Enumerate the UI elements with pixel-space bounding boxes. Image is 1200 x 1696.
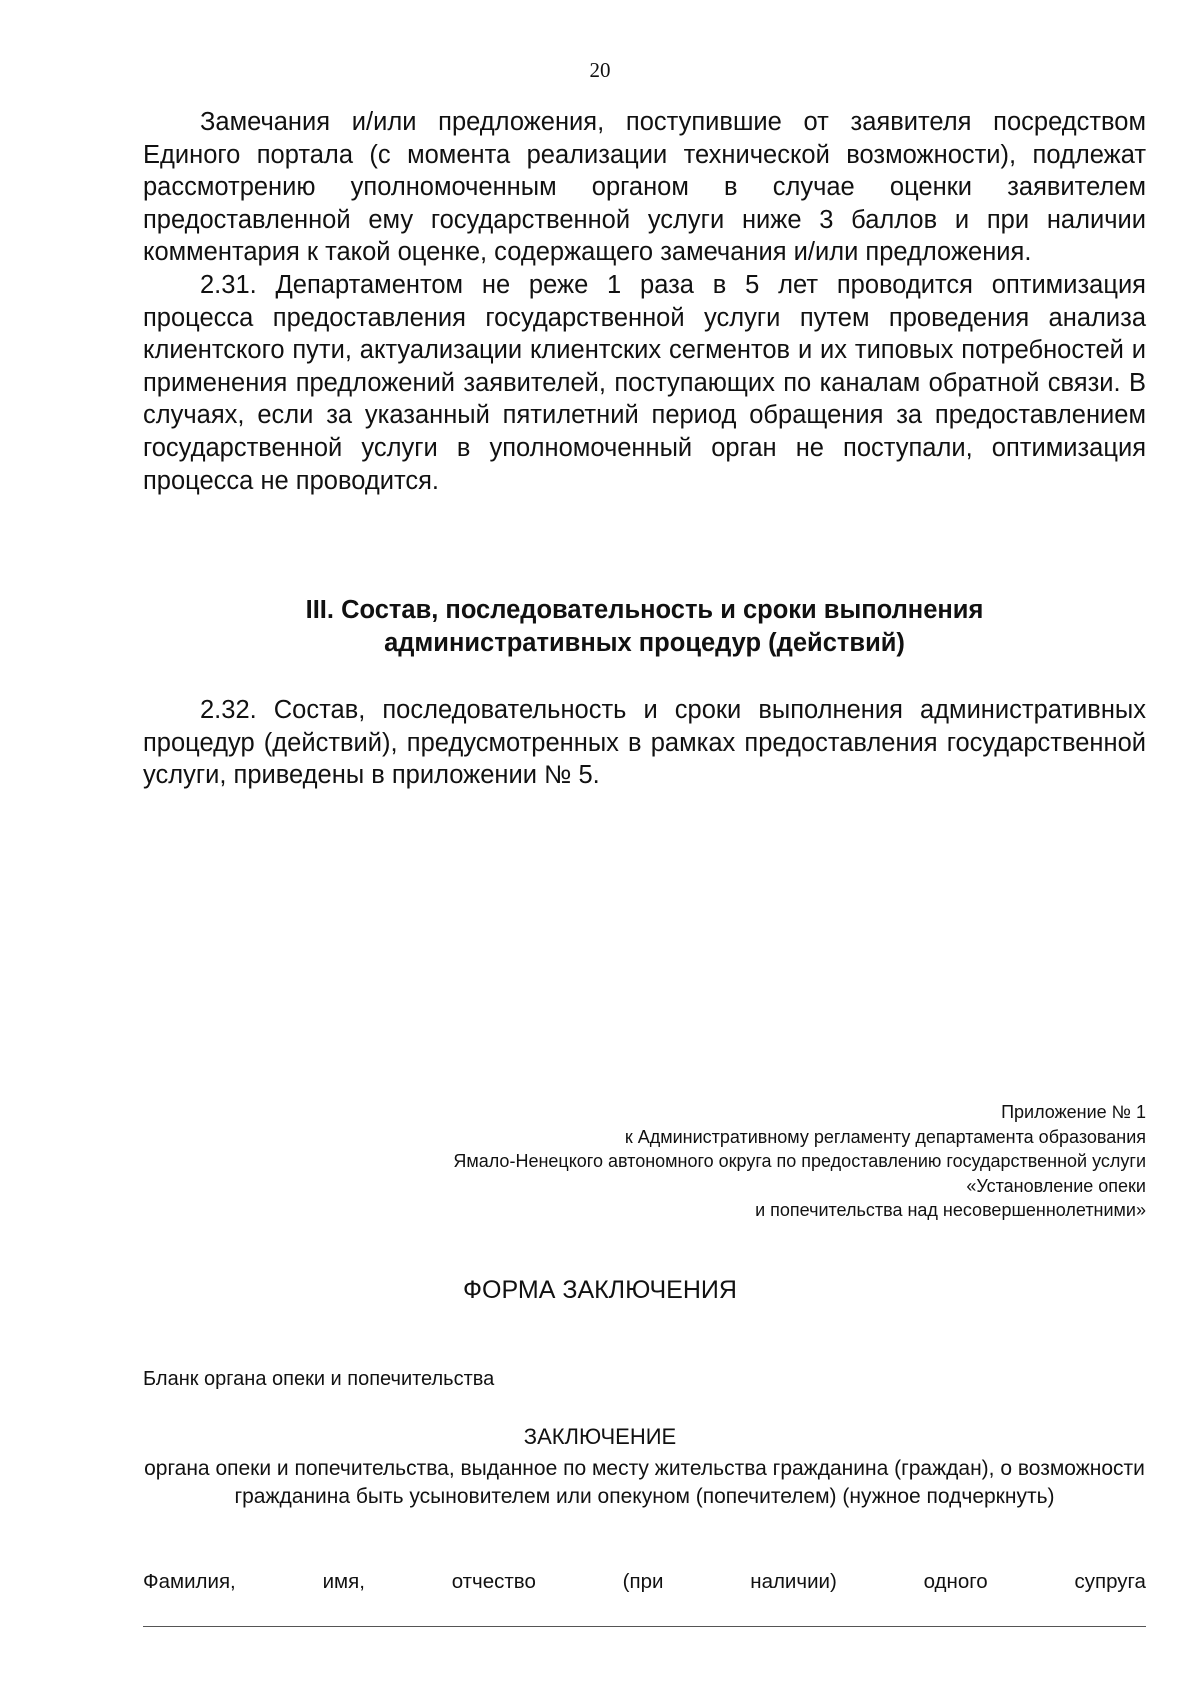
paragraph-2-32: 2.32. Состав, последовательность и сроки выполнения административных процедур (действий), предусмотренных в рамках предоставления государственной услуги, приведены в приложении № 5. xyxy=(143,696,1146,790)
conclusion-title: ЗАКЛЮЧЕНИЕ xyxy=(523,1424,677,1449)
field-word: одного xyxy=(923,1570,988,1593)
form-title: ФОРМА ЗАКЛЮЧЕНИЯ xyxy=(463,1276,737,1304)
field-word: отчество xyxy=(451,1570,536,1593)
section-heading-line-1: III. Состав, последовательность и сроки выполнения xyxy=(305,596,984,624)
blank-label: Бланк органа опеки и попечительства xyxy=(143,1368,495,1390)
appendix-line-2: к Административному регламенту департамента образования xyxy=(624,1126,1146,1147)
paragraph-remarks: Замечания и/или предложения, поступившие от заявителя посредством Единого портала (с момента реализации технической возможности), подлежат рассмотрению уполномоченным органом в случае оценки заявителем предоставленной ему государственной услуги ниже 3 баллов и при наличии комментария к такой оценке, содержащего замечания и/или предложения. xyxy=(143,108,1146,267)
spouse-name-field-label xyxy=(143,1570,1146,1594)
field-word: имя, xyxy=(322,1570,365,1593)
conclusion-subtitle: органа опеки и попечительства, выданное по месту жительства гражданина (граждан), о возможности гражданина быть усыновителем или опекуном (попечителем) (нужное подчеркнуть) xyxy=(144,1457,1145,1508)
paragraph-2-31: 2.31. Департаментом не реже 1 раза в 5 лет проводится оптимизация процесса предоставления государственной услуги путем проведения анализа клиентского пути, актуализации клиентских сегментов и их типовых потребностей и применения предложений заявителей, поступающих по каналам обратной связи. В случаях, если за указанный пятилетний период обращения за предоставлением государственной услуги в уполномоченный орган не поступали, оптимизация процесса не проводится. xyxy=(143,270,1146,495)
section-heading xyxy=(143,594,1146,660)
field-word: (при xyxy=(622,1570,664,1593)
field-word: Фамилия, xyxy=(143,1570,236,1593)
section-heading-line-2: административных процедур (действий) xyxy=(384,629,905,657)
appendix-line-4: «Установление опеки xyxy=(966,1175,1146,1196)
appendix-line-1: Приложение № 1 xyxy=(1001,1102,1146,1122)
field-word: супруга xyxy=(1074,1570,1146,1593)
page-number: 20 xyxy=(589,58,611,82)
body-text-block-2 xyxy=(143,694,1146,792)
appendix-line-5: и попечительства над несовершеннолетними» xyxy=(755,1200,1146,1220)
appendix-note xyxy=(246,1100,1146,1223)
body-text-block-1 xyxy=(143,106,1146,497)
field-word: наличии) xyxy=(750,1570,837,1593)
appendix-line-3: Ямало-Ненецкого автономного округа по предоставлению государственной услуги xyxy=(453,1151,1146,1171)
spouse-name-fill-line xyxy=(143,1626,1146,1627)
